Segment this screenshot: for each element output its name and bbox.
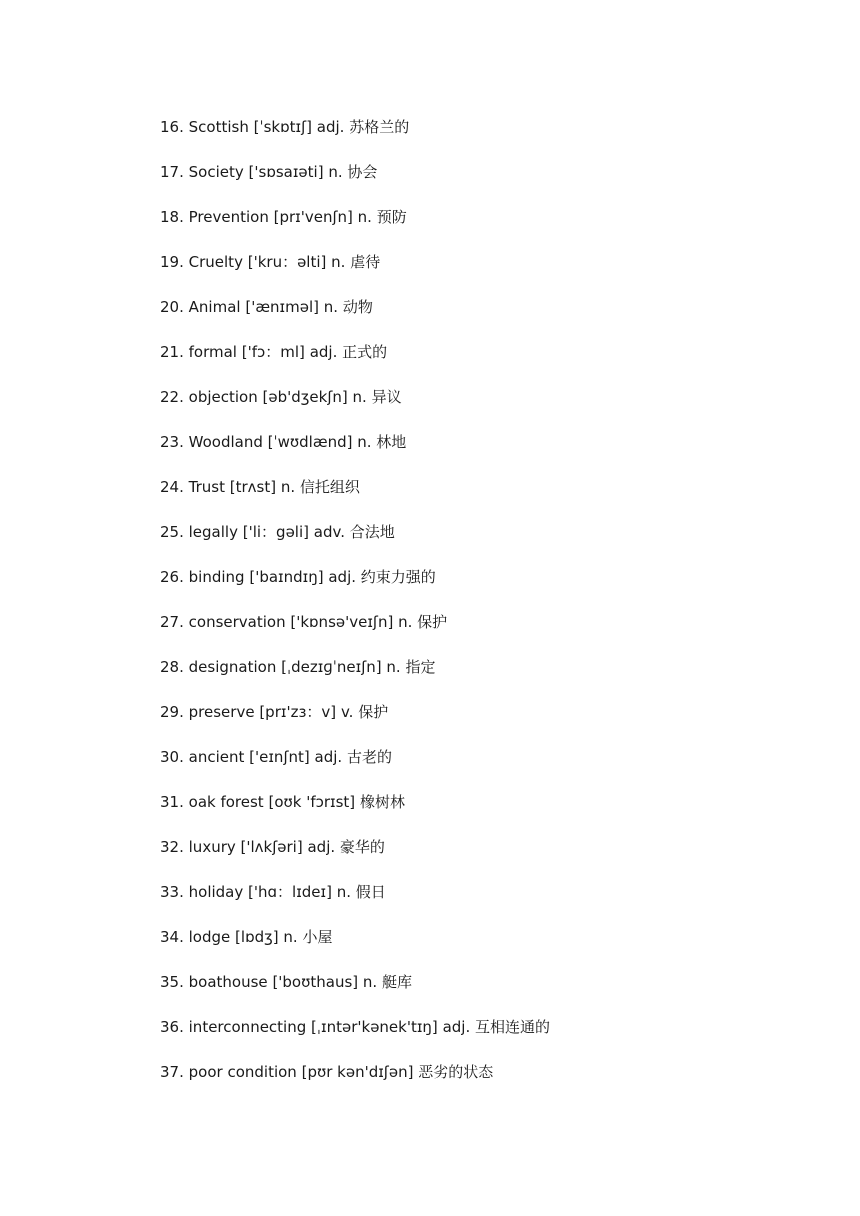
vocab-entry <box>160 1061 800 1106</box>
entry-meaning: 正式的 <box>342 343 388 361</box>
vocab-entry <box>160 341 800 386</box>
entry-phonetic: ['baɪndɪŋ] <box>249 568 324 586</box>
entry-phonetic: [ˈskɒtɪʃ] <box>253 118 312 136</box>
entry-part-of-speech: n. <box>323 298 339 316</box>
entry-word: interconnecting <box>188 1018 307 1036</box>
entry-phonetic: ['boʊthaus] <box>272 973 359 991</box>
entry-part-of-speech: adj. <box>314 748 343 766</box>
entry-meaning: 林地 <box>376 433 407 451</box>
entry-part-of-speech: v. <box>340 703 354 721</box>
entry-phonetic: ['ænɪməl] <box>245 298 319 316</box>
vocab-entry <box>160 746 800 791</box>
entry-number: 31. <box>160 793 184 811</box>
entry-word: poor condition <box>188 1063 297 1081</box>
entry-part-of-speech: adj. <box>307 838 336 856</box>
entry-number: 24. <box>160 478 184 496</box>
entry-number: 27. <box>160 613 184 631</box>
entry-word: Trust <box>188 478 225 496</box>
entry-word: legally <box>188 523 238 541</box>
entry-part-of-speech: adj. <box>309 343 338 361</box>
entry-word: Prevention <box>188 208 269 226</box>
entry-part-of-speech: n. <box>331 253 346 271</box>
entry-meaning: 互相连通的 <box>475 1018 551 1036</box>
vocab-entry <box>160 791 800 836</box>
entry-word: boathouse <box>188 973 268 991</box>
entry-phonetic: ['sɒsaɪəti] <box>248 163 324 181</box>
entry-phonetic: [ˌɪntər'kənek'tɪŋ] <box>311 1018 438 1036</box>
entry-word: Animal <box>188 298 241 316</box>
entry-number: 32. <box>160 838 184 856</box>
vocab-entry <box>160 836 800 881</box>
entry-word: Scottish <box>188 118 249 136</box>
entry-meaning: 保护 <box>417 613 448 631</box>
entry-phonetic: ['eɪnʃnt] <box>249 748 310 766</box>
entry-part-of-speech: adv. <box>313 523 345 541</box>
entry-phonetic: [ˌdezɪɡˈneɪʃn] <box>281 658 382 676</box>
entry-word: oak forest <box>188 793 264 811</box>
entry-word: Woodland <box>188 433 263 451</box>
vocab-entry <box>160 926 800 971</box>
entry-number: 17. <box>160 163 184 181</box>
entry-phonetic: ['hɑ：lɪdeɪ] <box>248 883 332 901</box>
entry-meaning: 豪华的 <box>339 838 385 856</box>
entry-part-of-speech: n. <box>386 658 401 676</box>
entry-meaning: 合法地 <box>349 523 395 541</box>
entry-meaning: 信托组织 <box>299 478 360 496</box>
entry-meaning: 协会 <box>347 163 378 181</box>
entry-number: 20. <box>160 298 184 316</box>
entry-meaning: 异议 <box>371 388 402 406</box>
entry-phonetic: [trʌst] <box>229 478 277 496</box>
entry-word: Cruelty <box>188 253 243 271</box>
entry-phonetic: ['li：gəli] <box>242 523 309 541</box>
entry-number: 34. <box>160 928 184 946</box>
entry-part-of-speech: n. <box>352 388 367 406</box>
entry-meaning: 指定 <box>405 658 436 676</box>
entry-phonetic: [oʊk 'fɔrɪst] <box>268 793 356 811</box>
vocab-entry <box>160 431 800 476</box>
vocab-entry <box>160 656 800 701</box>
entry-number: 28. <box>160 658 184 676</box>
entry-meaning: 橡树林 <box>359 793 405 811</box>
entry-phonetic: [prɪ'venʃn] <box>273 208 353 226</box>
entry-phonetic: ['kɒnsə'veɪʃn] <box>290 613 394 631</box>
entry-phonetic: ['kru：əlti] <box>247 253 327 271</box>
vocab-entry <box>160 206 800 251</box>
entry-word: formal <box>188 343 237 361</box>
entry-meaning: 动物 <box>342 298 373 316</box>
entry-word: objection <box>188 388 258 406</box>
entry-part-of-speech: n. <box>357 208 372 226</box>
vocab-entry <box>160 296 800 341</box>
entry-meaning: 约束力强的 <box>360 568 436 586</box>
vocab-entry <box>160 611 800 656</box>
entry-meaning: 艇库 <box>381 973 412 991</box>
entry-part-of-speech: n. <box>398 613 413 631</box>
entry-number: 30. <box>160 748 184 766</box>
entry-number: 23. <box>160 433 184 451</box>
entry-part-of-speech: adj. <box>442 1018 471 1036</box>
entry-meaning: 小屋 <box>302 928 333 946</box>
entry-word: designation <box>188 658 277 676</box>
entry-part-of-speech: n. <box>362 973 378 991</box>
vocab-entry <box>160 476 800 521</box>
entry-phonetic: [əb'dʒekʃn] <box>262 388 348 406</box>
vocabulary-list <box>160 116 800 1106</box>
entry-phonetic: [ˈwʊdlænd] <box>267 433 353 451</box>
vocab-entry <box>160 971 800 1016</box>
vocab-entry <box>160 881 800 926</box>
entry-phonetic: [prɪ'zɜ：v] <box>259 703 337 721</box>
entry-word: ancient <box>188 748 245 766</box>
vocab-entry <box>160 161 800 206</box>
entry-part-of-speech: n. <box>283 928 298 946</box>
entry-part-of-speech: n. <box>280 478 296 496</box>
entry-number: 33. <box>160 883 184 901</box>
entry-number: 25. <box>160 523 184 541</box>
entry-word: Society <box>188 163 244 181</box>
vocab-entry <box>160 566 800 611</box>
vocab-entry <box>160 1016 800 1061</box>
entry-phonetic: [lɒdʒ] <box>235 928 279 946</box>
entry-word: luxury <box>188 838 236 856</box>
entry-number: 36. <box>160 1018 184 1036</box>
entry-number: 22. <box>160 388 184 406</box>
entry-number: 19. <box>160 253 184 271</box>
vocab-entry <box>160 251 800 296</box>
vocab-entry <box>160 116 800 161</box>
vocab-entry <box>160 521 800 566</box>
entry-word: binding <box>188 568 245 586</box>
vocab-entry <box>160 386 800 431</box>
entry-number: 35. <box>160 973 184 991</box>
entry-word: lodge <box>188 928 231 946</box>
entry-part-of-speech: n. <box>336 883 352 901</box>
entry-meaning: 古老的 <box>346 748 392 766</box>
entry-number: 21. <box>160 343 184 361</box>
entry-number: 29. <box>160 703 184 721</box>
entry-number: 37. <box>160 1063 184 1081</box>
entry-meaning: 预防 <box>376 208 407 226</box>
entry-number: 16. <box>160 118 184 136</box>
entry-phonetic: [pʊr kən'dɪʃən] <box>301 1063 414 1081</box>
entry-meaning: 恶劣的状态 <box>418 1063 494 1081</box>
entry-phonetic: ['fɔ：ml] <box>241 343 305 361</box>
entry-word: holiday <box>188 883 244 901</box>
entry-part-of-speech: n. <box>357 433 372 451</box>
entry-phonetic: ['lʌkʃəri] <box>240 838 303 856</box>
entry-meaning: 假日 <box>355 883 386 901</box>
entry-meaning: 保护 <box>358 703 389 721</box>
entry-word: preserve <box>188 703 255 721</box>
entry-word: conservation <box>188 613 286 631</box>
entry-part-of-speech: n. <box>328 163 343 181</box>
entry-number: 26. <box>160 568 184 586</box>
entry-part-of-speech: adj. <box>328 568 357 586</box>
entry-meaning: 虐待 <box>350 253 381 271</box>
entry-meaning: 苏格兰的 <box>349 118 410 136</box>
vocab-entry <box>160 701 800 746</box>
entry-number: 18. <box>160 208 184 226</box>
entry-part-of-speech: adj. <box>316 118 345 136</box>
